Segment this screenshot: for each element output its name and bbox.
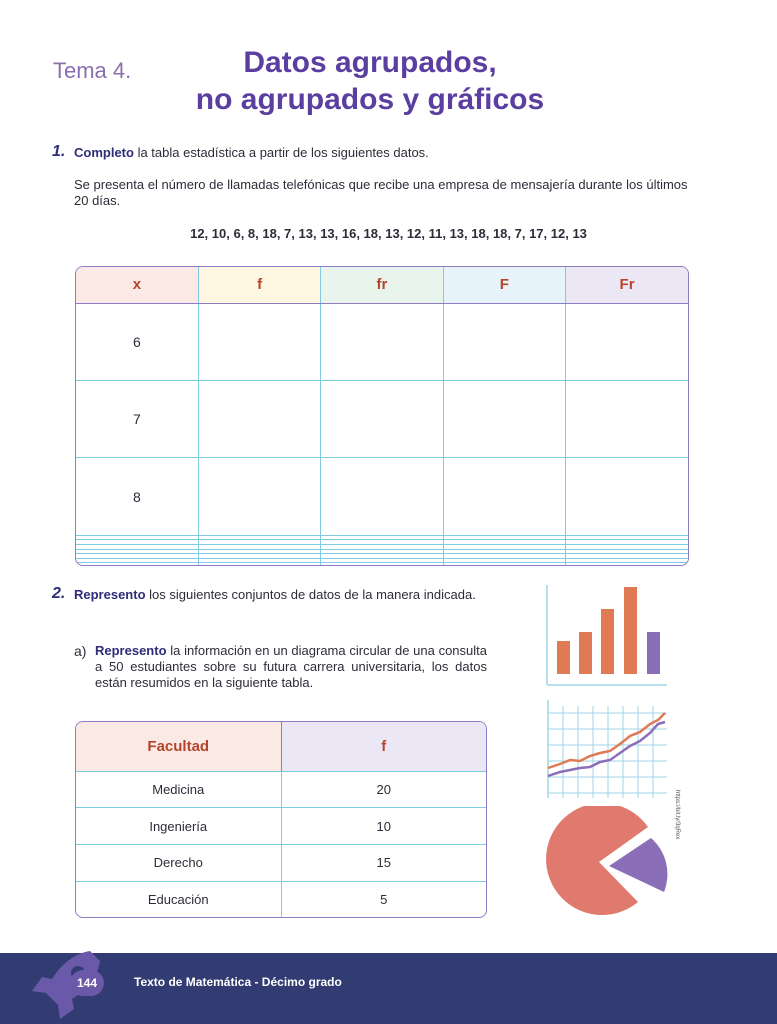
frequency-table-cell[interactable] (321, 303, 443, 380)
bar-chart-illustration (545, 585, 670, 687)
faculty-name-cell: Ingeniería (76, 808, 281, 845)
page-title (150, 44, 590, 118)
frequency-table-cell[interactable] (198, 303, 320, 380)
footer-bar (0, 953, 777, 1024)
pie-chart-illustration (543, 806, 671, 920)
frequency-table-cell[interactable] (321, 380, 443, 457)
faculty-table (75, 721, 487, 918)
frequency-table-cell[interactable] (76, 563, 198, 565)
frequency-table-cell[interactable] (566, 563, 688, 565)
question-2-number: 2. (52, 585, 66, 602)
frequency-table-cell[interactable] (566, 458, 688, 535)
frequency-table-cell[interactable] (443, 303, 565, 380)
faculty-name-cell: Educación (76, 881, 281, 917)
frequency-table-row (76, 563, 688, 565)
frequency-table-cell[interactable]: 6 (76, 303, 198, 380)
faculty-frequency-cell: 20 (281, 771, 486, 808)
frequency-table-cell[interactable]: 8 (76, 458, 198, 535)
bar-5 (647, 632, 660, 674)
frequency-table-header: fr (321, 267, 443, 303)
bar-3 (601, 609, 614, 674)
faculty-table-row (76, 808, 486, 845)
frequency-table-row (76, 303, 688, 380)
question-1-number: 1. (52, 143, 66, 160)
frequency-table-row (76, 458, 688, 535)
question-2-verb: Represento (74, 587, 146, 602)
frequency-table-cell[interactable] (198, 458, 320, 535)
faculty-table-row (76, 881, 486, 917)
sub-question-a-instruction (95, 643, 487, 691)
sub-question-a-text: la información en un diagrama circular de una consulta a 50 estudiantes sobre su futura carrera universitaria, los datos están resumidos en la siguiente tabla. (95, 643, 487, 690)
page-number: 144 (70, 970, 104, 996)
footer-text: Texto de Matemática - Décimo grado (134, 975, 342, 989)
faculty-name-cell: Medicina (76, 771, 281, 808)
faculty-table-header: Facultad (76, 722, 281, 771)
question-1-data: 12, 10, 6, 8, 18, 7, 13, 13, 16, 18, 13, 12, 11, 13, 18, 18, 7, 17, 12, 13 (190, 226, 587, 241)
frequency-table-header: Fr (566, 267, 688, 303)
faculty-table-row (76, 771, 486, 808)
line-chart-illustration (545, 698, 670, 800)
question-1-instruction-text: la tabla estadística a partir de los siguientes datos. (133, 145, 429, 160)
frequency-table-header: F (443, 267, 565, 303)
frequency-table-cell[interactable] (443, 380, 565, 457)
sub-question-a-verb: Represento (95, 643, 167, 658)
line-series-purple (548, 722, 665, 776)
illustration-url: https://bit.ly/3qRex (674, 790, 680, 840)
faculty-name-cell: Derecho (76, 845, 281, 882)
question-1-verb: Completo (74, 145, 134, 160)
frequency-table-cell[interactable] (198, 563, 320, 565)
frequency-table-row (76, 380, 688, 457)
question-1-description: Se presenta el número de llamadas telefónicas que recibe una empresa de mensajería durante los últimos 20 días. (74, 177, 688, 208)
frequency-table (75, 266, 689, 566)
bar-1 (557, 641, 570, 674)
sub-question-a-label: a) (74, 643, 87, 659)
question-2-instruction (74, 587, 486, 603)
frequency-table-cell[interactable] (443, 458, 565, 535)
title-line-1: Datos agrupados, (243, 46, 497, 79)
question-1-instruction (74, 145, 429, 161)
frequency-table-cell[interactable] (566, 380, 688, 457)
faculty-frequency-cell: 15 (281, 845, 486, 882)
frequency-table-header: x (76, 267, 198, 303)
frequency-table-cell[interactable] (321, 458, 443, 535)
frequency-table-cell[interactable] (443, 563, 565, 565)
frequency-table-cell[interactable]: 7 (76, 380, 198, 457)
frequency-table-cell[interactable] (198, 380, 320, 457)
faculty-frequency-cell: 5 (380, 891, 388, 907)
faculty-frequency-cell: 10 (281, 808, 486, 845)
bar-2 (579, 632, 592, 674)
faculty-table-row (76, 845, 486, 882)
title-line-2: no agrupados y gráficos (195, 83, 545, 116)
frequency-table-cell[interactable] (566, 303, 688, 380)
frequency-table-cell[interactable] (321, 563, 443, 565)
faculty-table-header: f (281, 722, 486, 771)
question-2-instruction-text: los siguientes conjuntos de datos de la manera indicada. (145, 587, 476, 602)
bar-4 (624, 587, 637, 674)
tema-label: Tema 4. (53, 58, 132, 83)
frequency-table-header: f (198, 267, 320, 303)
